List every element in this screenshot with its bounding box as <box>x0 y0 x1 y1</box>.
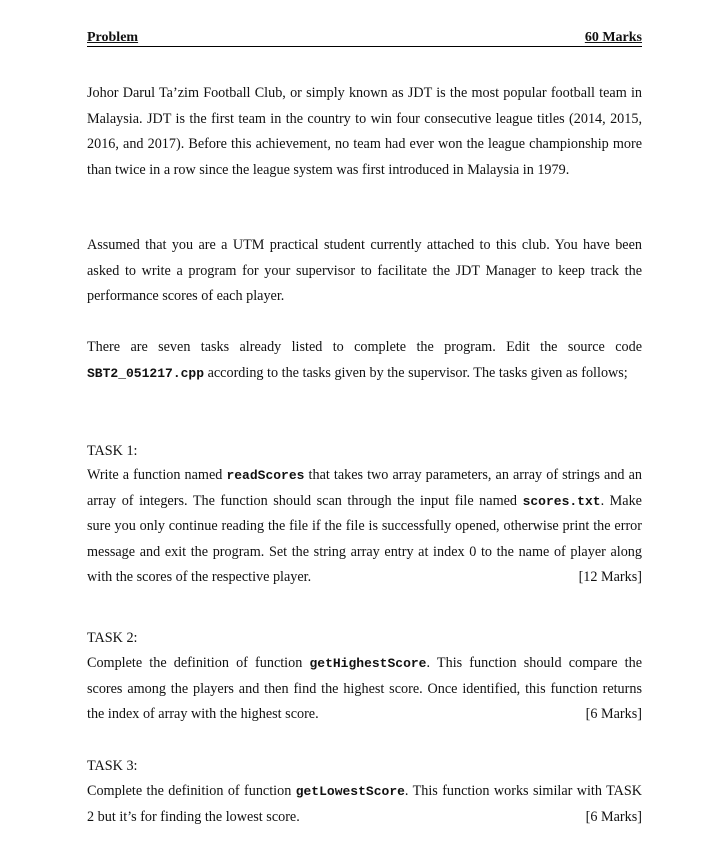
header-rule <box>87 30 642 47</box>
task2-text-a: Complete the definition of function <box>87 655 310 671</box>
task1-title: TASK 1: <box>87 443 138 459</box>
task1-function-code: readScores <box>226 468 305 483</box>
task3-paragraph <box>87 779 642 830</box>
task3-function-code: getLowestScore <box>295 784 405 799</box>
intro-paragraph-3 <box>87 335 642 386</box>
intro-paragraph-2 <box>87 233 642 310</box>
intro-paragraph-3-text-b: according to the tasks given by the supervisor. The tasks given as follows; <box>204 364 628 381</box>
task1-marks: [12 Marks] <box>578 569 642 586</box>
intro-paragraph-1-text: Johor Darul Ta’zim Football Club, or simply known as JDT is the most popular football team in Malaysia. JDT is the first team in the country to win four consecutive league titles (2014, 2015, 2016, and 2017). Before this achievement, no team had ever won the league championship more than twice in a row since the league system was first introduced in Malaysia in 1979. <box>87 85 642 178</box>
source-file-code: SBT2_051217.cpp <box>87 365 205 381</box>
task3-title: TASK 3: <box>87 758 138 774</box>
total-marks: 60 Marks <box>584 30 642 45</box>
task3-text-b: . This function works similar with TASK 2 but it’s for finding the lowest score. <box>87 783 642 825</box>
intro-paragraph-3-text-a: There are seven tasks already listed to complete the program. Edit the source code <box>87 339 642 355</box>
task1-text-a: Write a function named <box>87 467 227 483</box>
intro-paragraph-1 <box>87 81 642 183</box>
intro-paragraph-2-text: Assumed that you are a UTM practical student currently attached to this club. You have been asked to write a program for your supervisor to facilitate the JDT Manager to keep track the performance scores of each player. <box>87 237 642 305</box>
task2-marks: [6 Marks] <box>585 706 642 723</box>
task1-file-code: scores.txt <box>522 493 601 509</box>
task3-text-a: Complete the definition of function <box>87 783 296 799</box>
problem-heading: Problem <box>87 30 139 45</box>
task2-paragraph <box>87 651 642 728</box>
task2-text-b: . This function should compare the scores among the players and then find the highest score. Once identified, this function returns the index of array with the highest score. <box>87 655 642 723</box>
task3-marks: [6 Marks] <box>585 808 642 825</box>
task1-text-b: that takes two array parameters, an array of strings and an array of integers. The function should scan through the input file named <box>87 467 642 509</box>
task2-function-code: getHighestScore <box>309 656 427 671</box>
task1-text-c: . Make sure you only continue reading the file if the file is successfully opened, otherwise print the error message and exit the program. Set the string array entry at index 0 to the name of player along with the scores of the respective player. <box>87 492 642 586</box>
task1-paragraph <box>87 463 642 591</box>
task2-title: TASK 2: <box>87 630 138 646</box>
